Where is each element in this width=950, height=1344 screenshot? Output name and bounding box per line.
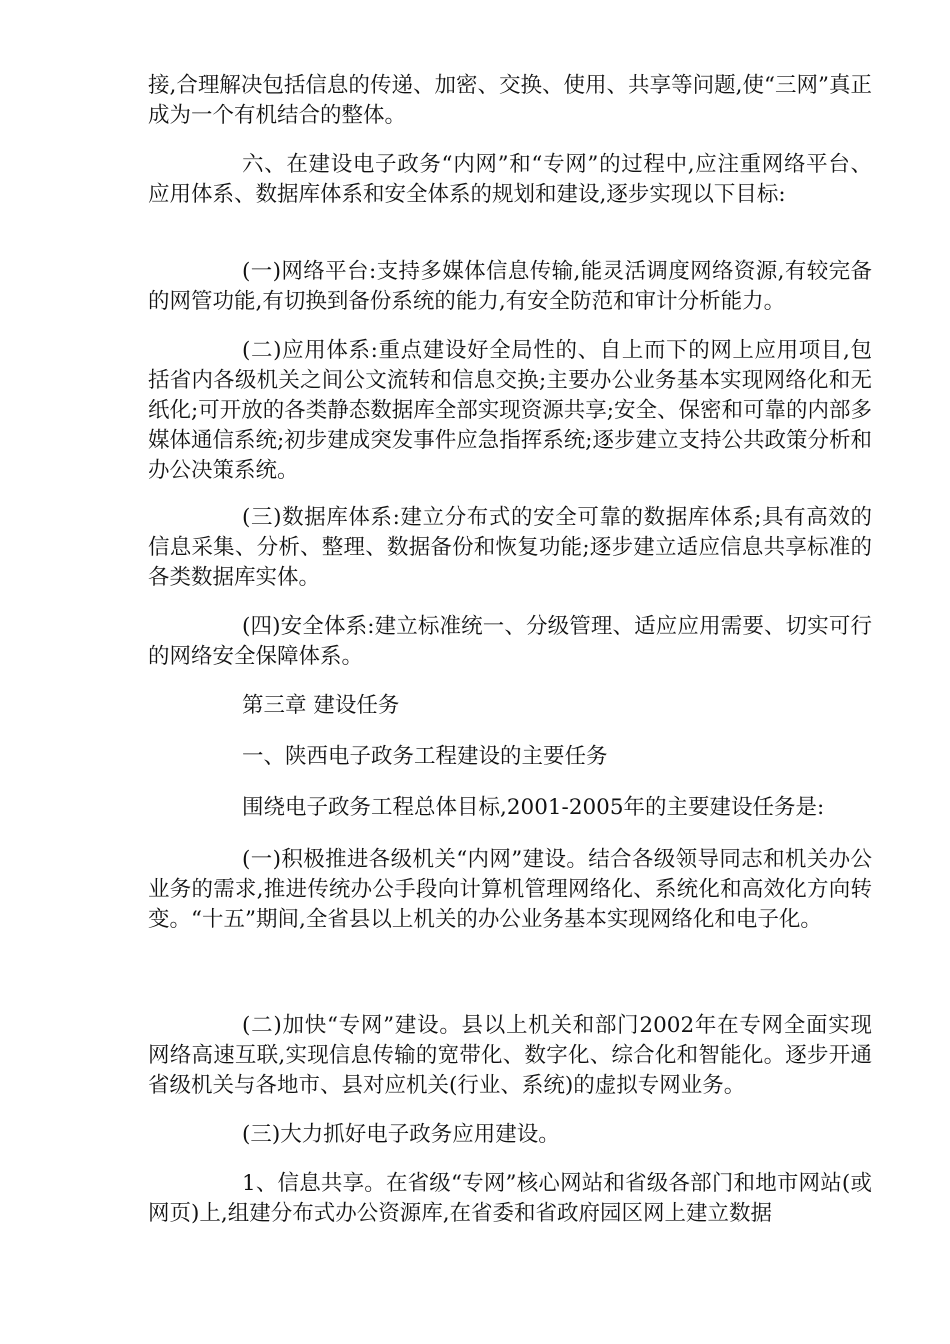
paragraph-task-private-network: (二)加快“专网”建设。县以上机关和部门2002年在专网全面实现网络高速互联,实现信息传输的宽带化、数字化、综合化和智能化。逐步开通省级机关与各地市、县对应机关(行业、系统)的虚拟专网业务。 (148, 1013, 872, 1098)
paragraph-task-applications: (三)大力抓好电子政务应用建设。 (242, 1122, 560, 1147)
section-heading: 一、陕西电子政务工程建设的主要任务 (242, 744, 608, 769)
chapter-heading: 第三章 建设任务 (242, 693, 400, 718)
paragraph-database-system: (三)数据库体系:建立分布式的安全可靠的数据库体系;具有高效的信息采集、分析、整理、数据备份和恢复功能;逐步建立适应信息共享标准的各类数据库实体。 (148, 505, 872, 590)
paragraph-section-six: 六、在建设电子政务“内网”和“专网”的过程中,应注重网络平台、应用体系、数据库体系和安全体系的规划和建设,逐步实现以下目标: (148, 152, 872, 207)
paragraph-continuation: 接,合理解决包括信息的传递、加密、交换、使用、共享等问题,使“三网”真正成为一个有机结合的整体。 (148, 73, 872, 128)
paragraph-info-sharing: 1、信息共享。在省级“专网”核心网站和省级各部门和地市网站(或网页)上,组建分布式办公资源库,在省委和省政府园区网上建立数据 (148, 1171, 872, 1226)
paragraph-task-intranet: (一)积极推进各级机关“内网”建设。结合各级领导同志和机关办公业务的需求,推进传统办公手段向计算机管理网络化、系统化和高效化方向转变。“十五”期间,全省县以上机关的办公业务基本实现网络化和电子化。 (148, 847, 872, 932)
paragraph-security-system: (四)安全体系:建立标准统一、分级管理、适应应用需要、切实可行的网络安全保障体系。 (148, 614, 872, 669)
paragraph-network-platform: (一)网络平台:支持多媒体信息传输,能灵活调度网络资源,有较完备的网管功能,有切换到备份系统的能力,有安全防范和审计分析能力。 (148, 259, 872, 314)
paragraph-application-system: (二)应用体系:重点建设好全局性的、自上而下的网上应用项目,包括省内各级机关之间公文流转和信息交换;主要办公业务基本实现网络化和无纸化;可开放的各类静态数据库全部实现资源共享;安全、保密和可靠的内部多媒体通信系统;初步建成突发事件应急指挥系统;逐步建立支持公共政策分析和办公决策系统。 (148, 338, 872, 483)
paragraph-intro-tasks: 围绕电子政务工程总体目标,2001-2005年的主要建设任务是: (242, 795, 825, 820)
